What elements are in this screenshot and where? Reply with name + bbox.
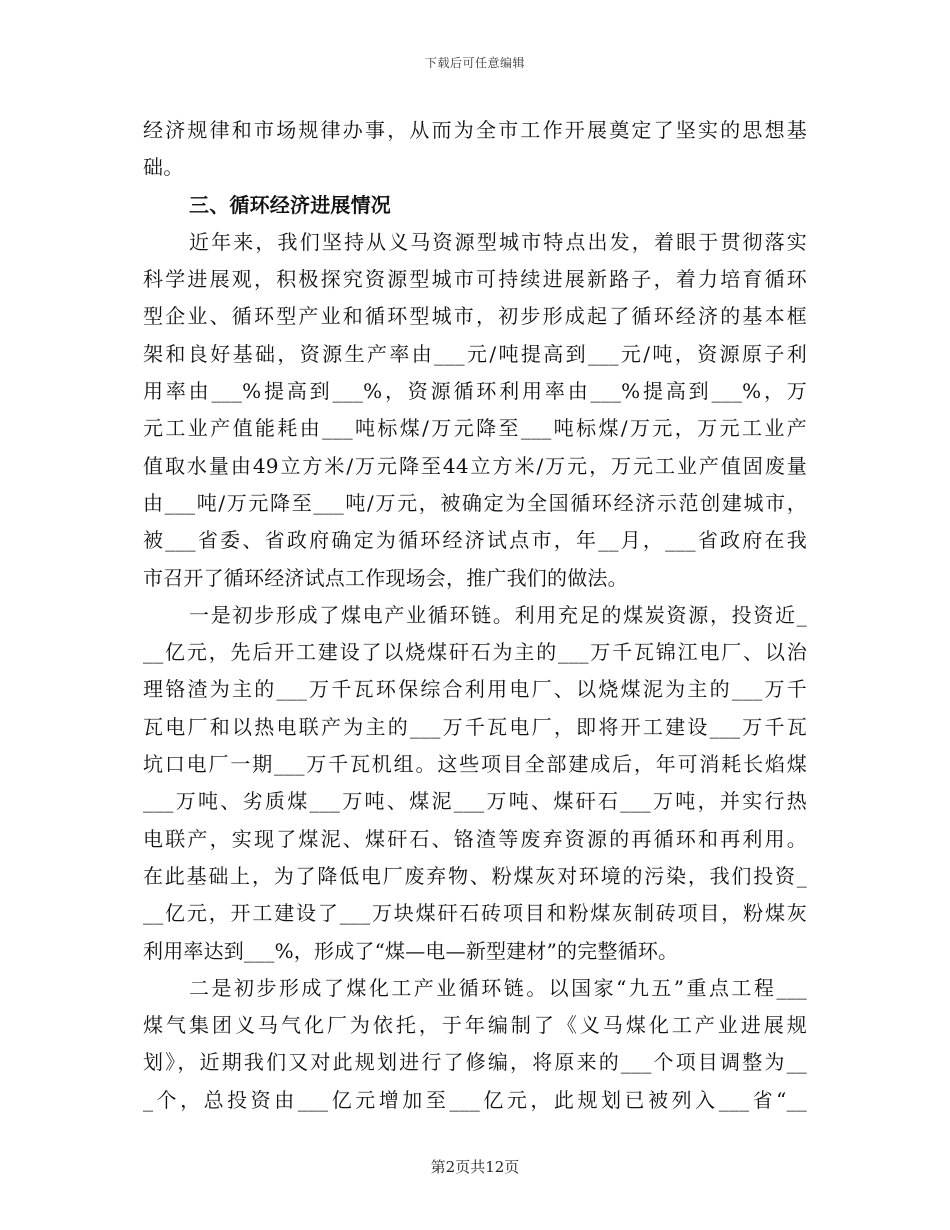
paragraph-line: ___万吨、劣质煤___万吨、煤泥___万吨、煤矸石___万吨，并实行热 bbox=[143, 789, 807, 814]
paragraph-line: 瓦电厂和以热电联产为主的___万千瓦电厂，即将开工建设___万千瓦 bbox=[143, 714, 807, 739]
paragraph-line: 型企业、循环型产业和循环型城市，初步形成起了循环经济的基本框 bbox=[143, 304, 807, 329]
paragraph-line: 在此基础上，为了降低电厂废弃物、粉煤灰对环境的污染，我们投资_ bbox=[143, 863, 807, 888]
paragraph-line: 煤气集团义马气化厂为依托，于年编制了《义马煤化工产业进展规 bbox=[143, 1013, 807, 1038]
paragraph-line: 值取水量由49立方米/万元降至44立方米/万元，万元工业产值固废量 bbox=[143, 453, 807, 478]
paragraph-line: 由___吨/万元降至___吨/万元，被确定为全国循环经济示范创建城市， bbox=[143, 490, 807, 515]
paragraph-line: 近年来，我们坚持从义马资源型城市特点出发，着眼于贯彻落实 bbox=[189, 229, 807, 254]
document-body bbox=[143, 112, 807, 1119]
paragraph-line: __亿元，开工建设了___万块煤矸石砖项目和粉煤灰制砖项目，粉煤灰 bbox=[143, 901, 807, 926]
paragraph-line: 科学进展观，积极探究资源型城市可持续进展新路子，着力培育循环 bbox=[143, 267, 807, 292]
paragraph-line: 理铬渣为主的___万千瓦环保综合利用电厂、以烧煤泥为主的___万千 bbox=[143, 677, 807, 702]
paragraph-line: _个，总投资由___亿元增加至___亿元，此规划已被列入___省“__ bbox=[143, 1087, 807, 1112]
paragraph-line: 二是初步形成了煤化工产业循环链。以国家“九五”重点工程___ bbox=[189, 975, 807, 1000]
paragraph-line: 电联产，实现了煤泥、煤矸石、铬渣等废弃资源的再循环和再利用。 bbox=[143, 826, 807, 851]
page-number-footer: 第2页共12页 bbox=[430, 1158, 520, 1176]
paragraph-line: 一是初步形成了煤电产业循环链。利用充足的煤炭资源，投资近_ bbox=[189, 602, 807, 627]
paragraph-line: __亿元，先后开工建设了以烧煤矸石为主的___万千瓦锦江电厂、以治 bbox=[143, 640, 807, 665]
paragraph-line: 坑口电厂一期___万千瓦机组。这些项目全部建成后，年可消耗长焰煤 bbox=[143, 752, 807, 777]
paragraph-line: 被___省委、省政府确定为循环经济试点市，年__月，___省政府在我 bbox=[143, 528, 807, 553]
paragraph-line: 利用率达到___%，形成了“煤—电—新型建材”的完整循环。 bbox=[143, 938, 679, 963]
paragraph-line: 架和良好基础，资源生产率由___元/吨提高到___元/吨，资源原子利 bbox=[143, 341, 807, 366]
page-header: 下载后可任意编辑 bbox=[424, 56, 525, 70]
paragraph-line: 础。 bbox=[143, 155, 184, 180]
section-heading: 三、循环经济进展情况 bbox=[189, 192, 391, 217]
paragraph-line: 经济规律和市场规律办事，从而为全市工作开展奠定了坚实的思想基 bbox=[143, 118, 807, 142]
paragraph-line: 元工业产值能耗由___吨标煤/万元降至___吨标煤/万元，万元工业产 bbox=[143, 416, 807, 441]
paragraph-line: 划》，近期我们又对此规划进行了修编，将原来的___个项目调整为__ bbox=[143, 1050, 807, 1075]
paragraph-line: 用率由___%提高到___%，资源循环利用率由___%提高到___%，万 bbox=[143, 379, 807, 404]
paragraph-line: 市召开了循环经济试点工作现场会，推广我们的做法。 bbox=[143, 565, 628, 590]
